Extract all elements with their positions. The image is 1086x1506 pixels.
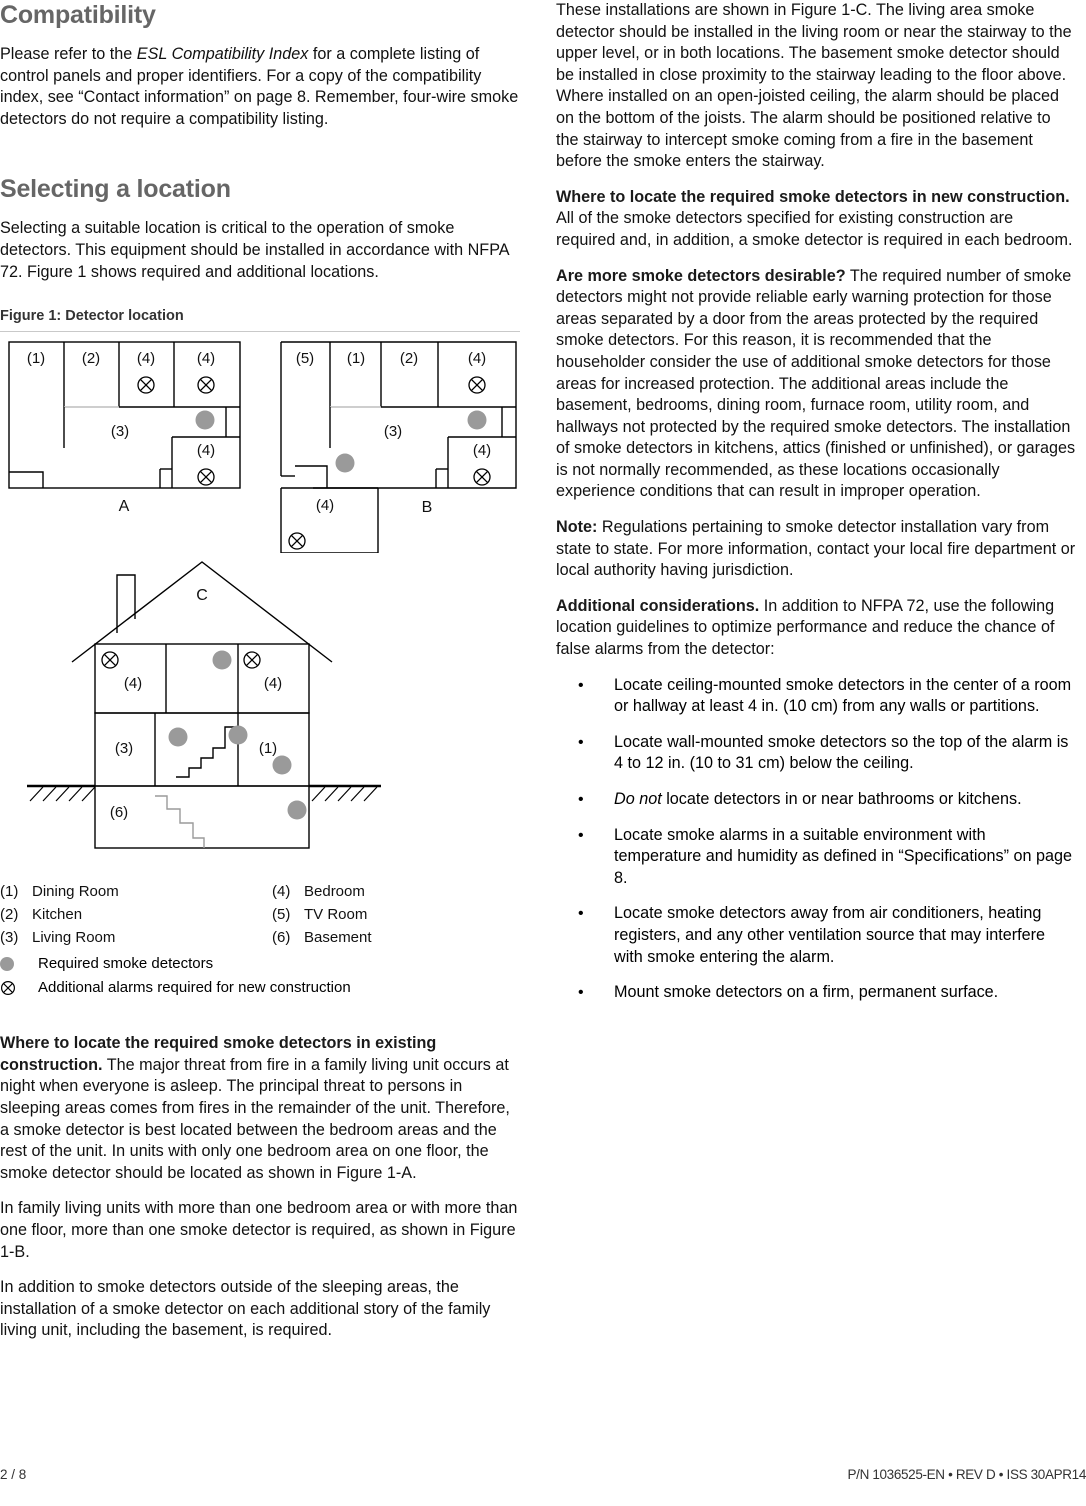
plan-a-label: A <box>118 498 130 516</box>
plan-b-room-4c: (4) <box>315 497 335 515</box>
legend-name-4: Bedroom <box>304 883 365 901</box>
house-room-6: (6) <box>109 804 129 822</box>
desirable-text: The required number of smoke detectors might not provide reliable early warning protection for those areas separated by a door from the areas protected by the required smoke detectors. For this reason, it is recommended that the householder consider the use of additional smoke detectors for those areas for increased protection. The additional areas include the basement, bedrooms, dining room, furnace room, utility room, and hallways not protected by the required smoke detectors. The installation of smoke detectors in kitchens, attics (finished or unfinished), or garages is not normally recommended, as these locations occasionally experience conditions that can result in improper operation. <box>556 266 1076 501</box>
legend-num-4: (4) <box>272 883 291 901</box>
legend-name-6: Basement <box>304 929 372 947</box>
considerations-text: In addition to NFPA 72, use the following location guidelines to optimize performance and reduce the chance of false alarms from the detector: <box>556 596 1055 659</box>
house-room-3: (3) <box>114 740 134 758</box>
floor-plans-svg <box>0 338 520 553</box>
crossed-circle-icon <box>0 980 16 996</box>
compat-text-a: Please refer to the <box>0 45 137 63</box>
bullet-icon: • <box>578 826 584 844</box>
plan-a-room-1: (1) <box>26 350 46 368</box>
house-room-4b: (4) <box>263 675 283 693</box>
house-cross-section-svg <box>0 553 520 873</box>
plan-a-symbols <box>138 377 215 485</box>
bullet-text: Locate smoke detectors away from air conditioners, heating registers, and any other ventilation source that may interfere with smoke entering the alarm. <box>614 904 1045 966</box>
legend-num-1: (1) <box>0 883 19 901</box>
plan-a-room-4b: (4) <box>196 350 216 368</box>
house-label: C <box>196 587 208 605</box>
plan-b-room-2: (2) <box>399 350 419 368</box>
list-item <box>556 982 1076 1004</box>
compat-text-b: for a complete listing of control panels and proper identifiers. For a copy of the compatibility index, see “Contact information” on page 8. Remember, four-wire smoke detectors do not require a compatibility listing. <box>0 45 519 128</box>
list-item <box>556 903 1076 968</box>
plan-b-label: B <box>421 499 433 517</box>
list-item <box>556 675 1076 718</box>
bullet-icon: • <box>578 733 584 751</box>
note-text: Regulations pertaining to smoke detector installation vary from state to state. For more information, contact your local fire department or local authority having jurisdiction. <box>556 518 1076 580</box>
bullet-text: locate detectors in or near bathrooms or kitchens. <box>661 790 1022 808</box>
paragraph-more-detectors-desirable <box>556 266 1076 504</box>
figure-detector-location <box>0 338 520 999</box>
legend-name-5: TV Room <box>304 906 368 924</box>
figure-legend <box>0 881 520 999</box>
paragraph-compatibility <box>0 44 520 130</box>
legend-num-2: (2) <box>0 906 19 924</box>
house-room-4a: (4) <box>123 675 143 693</box>
plan-b-room-4b: (4) <box>472 442 492 460</box>
document-part-number: P/N 1036525-EN • REV D • ISS 30APR14 <box>847 1467 1086 1482</box>
plan-a-room-2: (2) <box>81 350 101 368</box>
bullet-text: Locate wall-mounted smoke detectors so the top of the alarm is 4 to 12 in. (10 to 31 cm) below the ceiling. <box>614 732 1069 773</box>
page-number: 2 / 8 <box>0 1467 27 1482</box>
plan-a-room-4c: (4) <box>196 442 216 460</box>
legend-name-2: Kitchen <box>32 906 83 924</box>
legend-name-3: Living Room <box>32 929 116 947</box>
legend-room-codes <box>0 881 520 948</box>
figure-caption: Figure 1: Detector location <box>0 308 184 325</box>
paragraph-selecting: Selecting a suitable location is critical to the operation of smoke detectors. This equipment should be installed in accordance with NFPA 72. Figure 1 shows required and additional locations. <box>0 219 509 281</box>
legend-symbols <box>0 953 520 999</box>
bullet-icon: • <box>578 905 584 923</box>
left-column <box>0 0 520 1356</box>
compat-italic-title: ESL Compatibility Index <box>136 45 309 63</box>
legend-num-5: (5) <box>272 906 291 924</box>
legend-additional-label: Additional alarms required for new construction <box>38 979 351 997</box>
list-item <box>556 732 1076 775</box>
legend-required-label: Required smoke detectors <box>38 955 214 973</box>
plan-b-room-5: (5) <box>295 350 315 368</box>
bullet-text: Locate ceiling-mounted smoke detectors in the center of a room or hallway at least 4 in. (10 cm) from any walls or partitions. <box>614 675 1072 716</box>
desirable-lead: Are more smoke detectors desirable? <box>556 266 846 285</box>
note-lead: Note: <box>556 518 598 537</box>
additional-alarm-icon <box>0 977 38 999</box>
bullet-italic: Do not <box>614 790 662 808</box>
list-item <box>556 789 1076 811</box>
bullet-text: Mount smoke detectors on a firm, permanent surface. <box>614 983 999 1002</box>
right-column <box>556 0 1076 1018</box>
paragraph-installations: These installations are shown in Figure 1-C. The living area smoke detector should be installed in the living room or near the stairway to the upper level, or in both locations. The basement smoke detector should be installed in close proximity to the stairway leading to the floor above. Where installed on an open-joisted ceiling, the alarm should be placed on the bottom of the joists. The alarm should be positioned relative to the stairway to intercept smoke coming from a fire in the basement before the smoke enters the stairway. <box>556 1 1072 171</box>
plan-b-room-4a: (4) <box>467 350 487 368</box>
paragraph-additional-considerations <box>556 596 1076 661</box>
paragraph-additional-story: In addition to smoke detectors outside of the sleeping areas, the installation of a smoke detector on each additional story of the family living unit, including the basement, is required. <box>0 1278 491 1340</box>
legend-num-3: (3) <box>0 929 19 947</box>
list-item <box>556 825 1076 890</box>
house-cross-section <box>0 553 520 873</box>
bullet-icon: • <box>578 984 584 1002</box>
plan-b-room-3: (3) <box>383 423 403 441</box>
heading-selecting-a-location: Selecting a location <box>0 175 231 204</box>
plan-a-room-4a: (4) <box>136 350 156 368</box>
heading-compatibility: Compatibility <box>0 1 156 29</box>
paragraph-note <box>556 517 1076 582</box>
bullet-text: Locate smoke alarms in a suitable environment with temperature and humidity as defined in “Specifications” on page 8. <box>614 825 1073 887</box>
bullet-icon: • <box>578 791 584 808</box>
bullet-icon: • <box>578 676 584 694</box>
paragraph-existing-construction <box>0 1033 520 1184</box>
floor-plans <box>0 338 520 553</box>
existing-construction-lead: Where to locate the required smoke detectors in existing construction. <box>0 1034 437 1074</box>
paragraph-multi-floor: In family living units with more than one bedroom area or with more than one floor, more than one smoke detector is required, as shown in Figure 1-B. <box>0 1199 518 1261</box>
paragraph-new-construction <box>556 187 1076 252</box>
figure-rule <box>0 331 520 332</box>
plan-a-room-3: (3) <box>110 423 130 441</box>
legend-name-1: Dining Room <box>32 883 119 901</box>
house-room-1: (1) <box>258 740 278 758</box>
required-detector-icon <box>0 953 38 975</box>
considerations-lead: Additional considerations. <box>556 596 760 615</box>
plan-b-room-1: (1) <box>346 350 366 368</box>
new-construction-lead: Where to locate the required smoke detectors in new construction. <box>556 187 1070 206</box>
location-guidelines-list <box>556 675 1076 1004</box>
plan-b-symbols <box>289 377 490 549</box>
existing-construction-text: The major threat from fire in a family living unit occurs at night when everyone is asleep. The principal threat to persons in sleeping areas comes from fires in the remainder of the unit. Therefore, a smoke detector is best located between the bedroom areas and the rest of the unit. In units with only one bedroom area on one floor, the smoke detector should be located as shown in Figure 1-A. <box>0 1055 510 1182</box>
new-construction-text: All of the smoke detectors specified for existing construction are required and, in addition, a smoke detector is required in each bedroom. <box>556 209 1073 249</box>
legend-num-6: (6) <box>272 929 291 947</box>
